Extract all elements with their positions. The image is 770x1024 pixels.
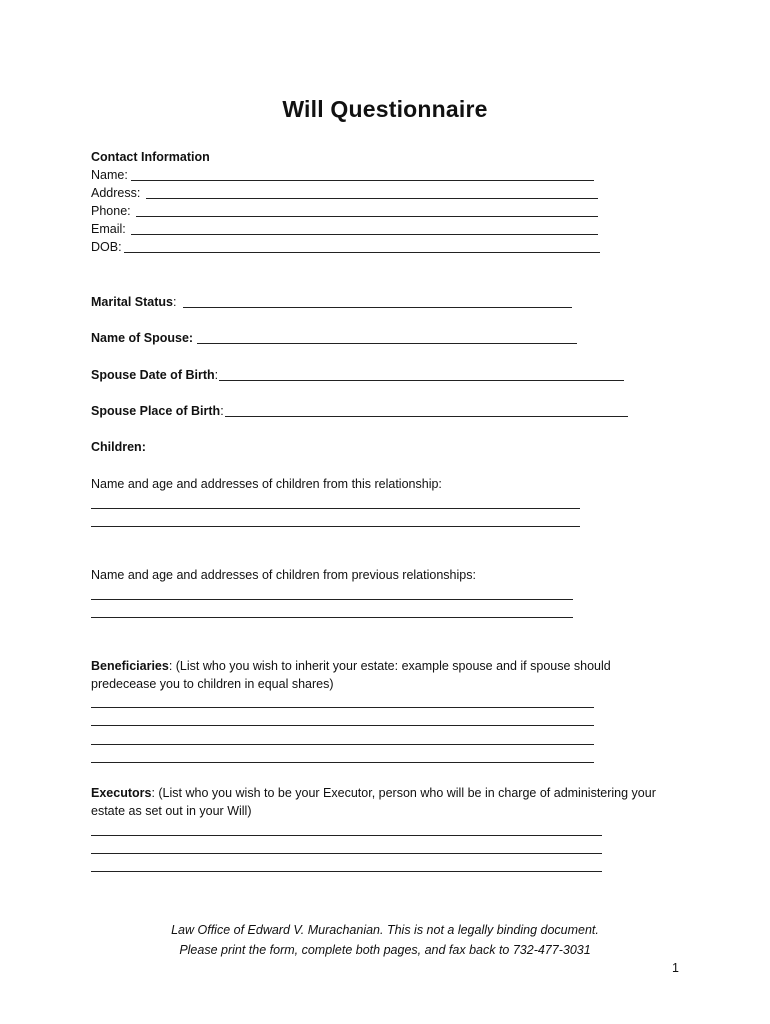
spouse-pob-colon: : [220,404,224,418]
spouse-pob-line[interactable] [225,416,628,417]
spouse-pob-field [91,403,224,419]
children-previous-line-2[interactable] [91,617,573,618]
executors-label: Executors [91,786,152,800]
marital-status-colon: : [172,295,177,309]
children-this-line-1[interactable] [91,508,580,509]
children-previous-label: Name and age and addresses of children from previous relationships: [91,568,476,582]
footer-line-2: Please print the form, complete both pages, and fax back to 732-477-3031 [179,943,591,957]
spouse-dob-line[interactable] [219,380,624,381]
marital-status-line[interactable] [183,307,572,308]
beneficiaries-label: Beneficiaries [91,659,169,673]
address-line[interactable] [146,198,598,199]
phone-line[interactable] [136,216,598,217]
page-title: Will Questionnaire [282,96,488,122]
children-heading: Children: [91,440,146,454]
beneficiaries-line-1[interactable] [91,707,594,708]
beneficiaries-paragraph [91,657,651,693]
phone-label: Phone: [91,204,131,218]
executors-line-1[interactable] [91,835,602,836]
spouse-dob-field [91,367,218,383]
marital-status-label: Marital Status [91,295,173,309]
dob-line[interactable] [124,252,600,253]
marital-status-field [91,294,176,310]
address-label: Address: [91,186,141,200]
children-this-relationship-label: Name and age and addresses of children from this relationship: [91,477,442,491]
email-label: Email: [91,222,126,236]
footer-line-1: Law Office of Edward V. Murachanian. This is not a legally binding document. [171,923,599,937]
executors-line-3[interactable] [91,871,602,872]
executors-paragraph [91,784,671,820]
executors-text: : (List who you wish to be your Executor, person who will be in charge of administering your estate as set out in your Will) [91,786,656,818]
spouse-name-line[interactable] [197,343,577,344]
name-label: Name: [91,168,128,182]
children-this-line-2[interactable] [91,526,580,527]
spouse-name-label: Name of Spouse: [91,331,194,345]
executors-line-2[interactable] [91,853,602,854]
spouse-pob-label: Spouse Place of Birth [91,404,221,418]
dob-label: DOB: [91,240,122,254]
beneficiaries-line-2[interactable] [91,725,594,726]
page-number: 1 [672,961,679,975]
beneficiaries-line-3[interactable] [91,744,594,745]
email-line[interactable] [131,234,598,235]
spouse-dob-label: Spouse Date of Birth [91,368,215,382]
children-previous-line-1[interactable] [91,599,573,600]
beneficiaries-line-4[interactable] [91,762,594,763]
contact-heading: Contact Information [91,150,210,164]
name-line[interactable] [131,180,594,181]
spouse-dob-colon: : [214,368,219,382]
beneficiaries-text: : (List who you wish to inherit your estate: example spouse and if spouse should predecease you to children in equal shares) [91,659,611,691]
